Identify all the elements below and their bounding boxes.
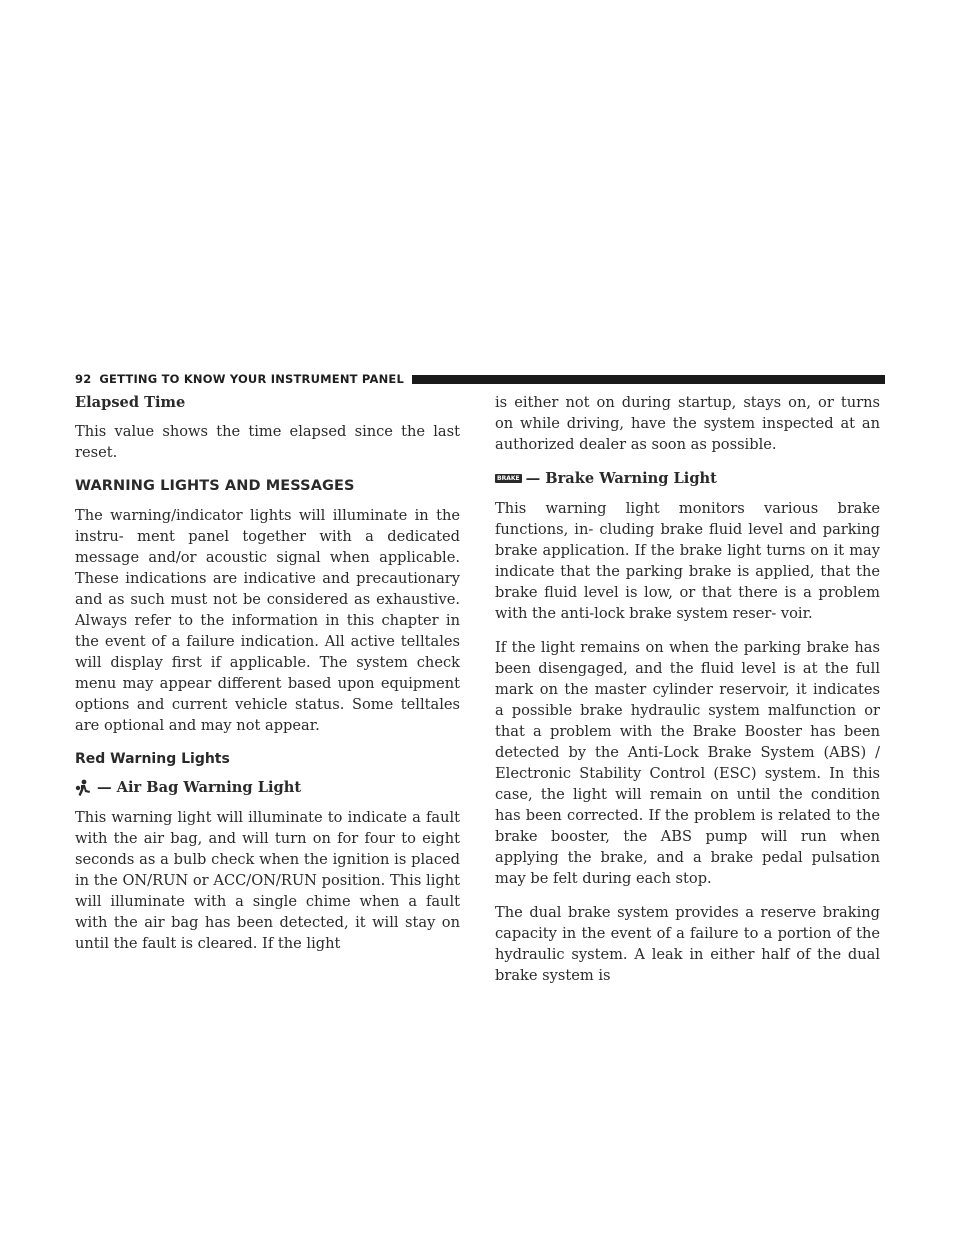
brake-text-1: This warning light monitors various brake functions, in- cluding brake fluid level and parking brake application. If the brake light turns on it may indicate that the parking brake is applied, that the brake fluid level is low, or that there is a problem with the anti-lock brake system reser- voir. bbox=[495, 500, 880, 622]
brake-heading-text: — Brake Warning Light bbox=[525, 470, 717, 487]
warning-lights-heading: WARNING LIGHTS AND MESSAGES bbox=[75, 478, 355, 494]
airbag-icon bbox=[75, 779, 93, 797]
airbag-light-heading bbox=[75, 777, 460, 798]
brake-text-2: If the light remains on when the parking brake has been disengaged, and the fluid level is at the full mark on the master cylinder reservoir, it indicates a possible brake hydraulic system malfunction or that a problem with the Brake Booster has been detected by the Anti-Lock Brake System (ABS) / Electronic Stability Control (ESC) system. In this case, the light will remain on until the condition has been corrected. If the problem is related to the brake booster, the ABS pump will run when applying the brake, and a brake pedal pulsation may be felt during each stop. bbox=[495, 639, 880, 887]
brake-light-heading bbox=[495, 468, 880, 489]
page-header bbox=[75, 372, 885, 386]
warning-lights-text: The warning/indicator lights will illuminate in the instru- ment panel together with a dedicated message and/or acoustic signal when applicable. These indications are indicative and precautionary and as such must not be considered as exhaustive. Always refer to the information in this chapter in the event of a failure indication. All active telltales will display first if applicable. The system check menu may appear different based upon equipment options and current vehicle status. Some telltales are optional and may not appear. bbox=[75, 507, 460, 734]
airbag-heading-text: — Air Bag Warning Light bbox=[97, 779, 302, 796]
header-rule bbox=[412, 375, 885, 384]
airbag-continued-text: is either not on during startup, stays on, or turns on while driving, have the system inspected at an authorized dealer as soon as possible. bbox=[495, 394, 880, 453]
red-warning-lights-heading: Red Warning Lights bbox=[75, 751, 230, 767]
page-number: 92 bbox=[75, 372, 92, 386]
elapsed-time-heading: Elapsed Time bbox=[75, 394, 186, 411]
left-column bbox=[75, 392, 460, 967]
brake-icon: BRAKE bbox=[497, 475, 520, 482]
right-column bbox=[495, 392, 880, 999]
elapsed-time-text: This value shows the time elapsed since the last reset. bbox=[75, 423, 460, 461]
brake-text-3: The dual brake system provides a reserve braking capacity in the event of a failure to a portion of the hydraulic system. A leak in either half of the dual brake system is bbox=[495, 904, 880, 984]
chapter-title: GETTING TO KNOW YOUR INSTRUMENT PANEL bbox=[99, 372, 404, 386]
airbag-text: This warning light will illuminate to indicate a fault with the air bag, and will turn on for four to eight seconds as a bulb check when the ignition is placed in the ON/RUN or ACC/ON/RUN position. This light will illuminate with a single chime when a fault with the air bag has been detected, it will stay on until the fault is cleared. If the light bbox=[75, 809, 460, 952]
